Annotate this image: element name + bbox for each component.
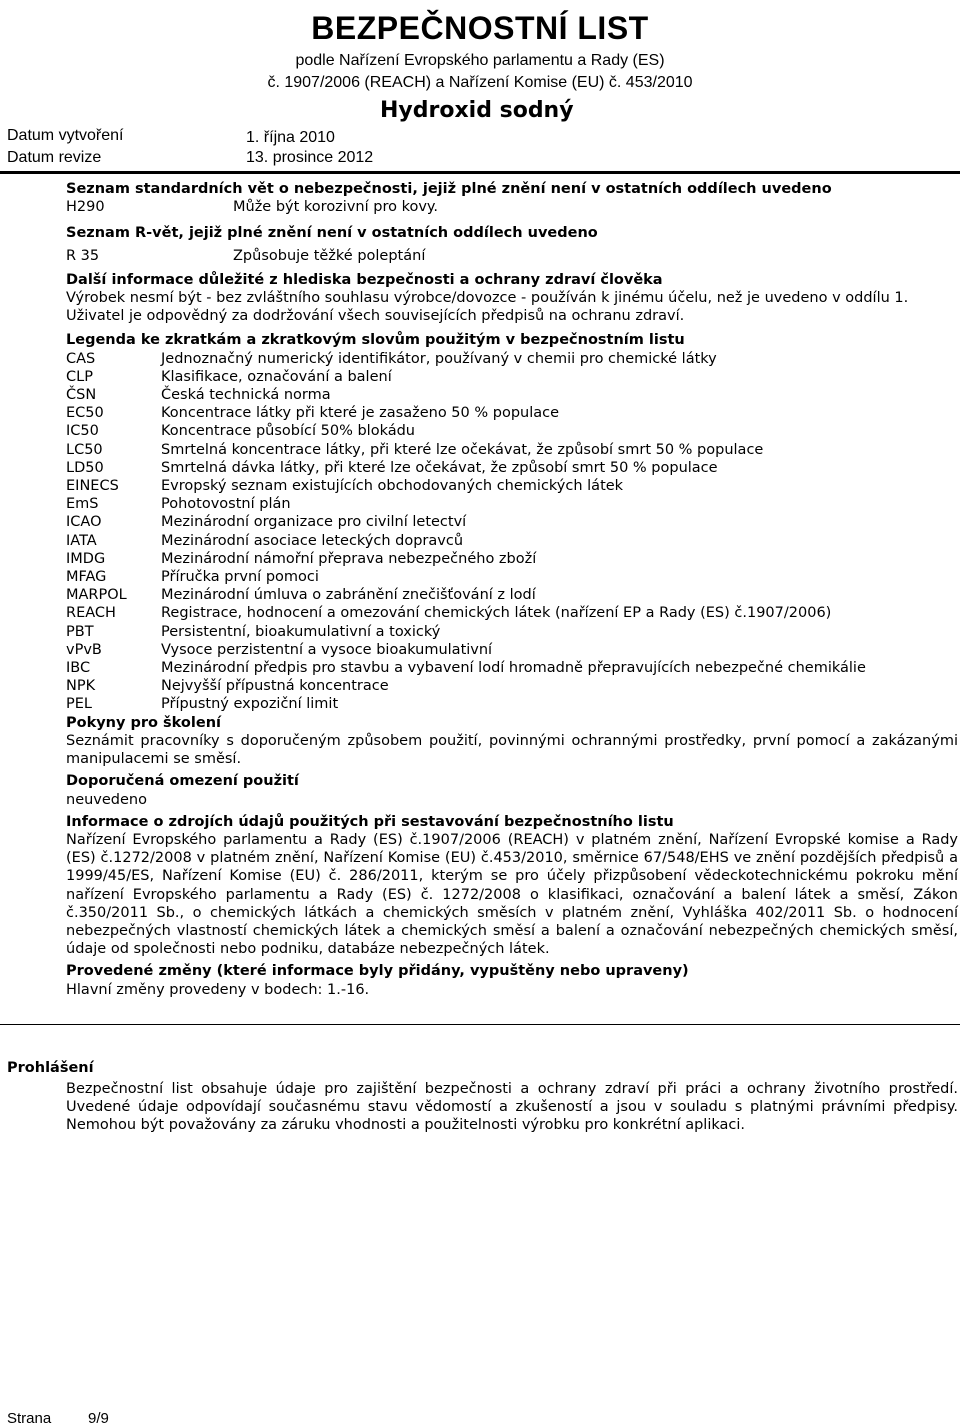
section-divider <box>0 1024 960 1025</box>
legend-row <box>66 350 958 368</box>
sources-text: Nařízení Evropského parlamentu a Rady (ES) č.1907/2006 (REACH) v platném znění, Nařízení Evropské komise a Rady (ES) č.1272/2008 v platném znění, Nařízení Komise (EU) č.453/2010, směrnice 67/548/EHS ve znění pozdějších předpisů a 1999/45/ES, Nařízení Komise (EU) č. 286/2011, kterým se pro účely přizpůsobení vědeckotechnickému pokroku mění nařízení Evropského parlamentu a Rady (ES) č. 1272/2008 o klasifikaci, označování a balení látek a směsí, Zákon č.350/2011 Sb., o chemických látkách a chemických směsích v platném znění, Vyhláška 402/2011 Sb. o hodnocení nebezpečných vlastností chemických látek a chemických směsí a balení a označování nebezpečných chemických směsí, údaje od společnosti nebo podniku, databáze nebezpečných látek. <box>66 831 958 958</box>
legend-row <box>66 695 958 713</box>
created-date-label: Datum vytvoření <box>7 127 124 144</box>
legend-meaning: Klasifikace, označování a balení <box>161 368 392 385</box>
h-statement-code: H290 <box>66 199 105 216</box>
regulation-line-2: č. 1907/2006 (REACH) a Nařízení Komise (EU) č. 453/2010 <box>267 74 693 91</box>
created-date-value: 1. října 2010 <box>246 129 335 146</box>
legend-row <box>66 659 958 677</box>
legend-row <box>66 586 958 604</box>
legend-meaning: Pohotovostní plán <box>161 496 291 513</box>
sources-heading: Informace o zdrojích údajů použitých při sestavování bezpečnostního listu <box>66 813 674 830</box>
legend-row <box>66 532 958 550</box>
legend-meaning: Registrace, hodnocení a omezování chemických látek (nařízení EP a Rady (ES) č.1907/2006) <box>161 605 832 622</box>
legend-abbreviation: IMDG <box>66 550 106 567</box>
legend-meaning: Koncentrace působící 50% blokádu <box>161 423 415 440</box>
legend-row <box>66 477 958 495</box>
legend-meaning: Přípustný expoziční limit <box>161 696 339 713</box>
legend-abbreviation: IBC <box>66 660 91 677</box>
page-label: Strana <box>7 1410 52 1427</box>
legend-abbreviation: CLP <box>66 368 93 385</box>
legend-abbreviation: ČSN <box>66 387 97 404</box>
legend-meaning: Persistentní, bioakumulativní a toxický <box>161 623 441 640</box>
restrictions-heading: Doporučená omezení použití <box>66 773 299 790</box>
legend-meaning: Mezinárodní organizace pro civilní letectví <box>161 514 467 531</box>
legend-abbreviation: EmS <box>66 496 99 513</box>
main-content <box>66 180 958 999</box>
h-statement-row <box>66 198 958 216</box>
r-phrases-heading: Seznam R-vět, jejiž plné znění není v ostatních oddílech uvedeno <box>66 225 598 242</box>
declaration-heading: Prohlášení <box>7 1060 94 1076</box>
legend-row <box>66 386 958 404</box>
legend-meaning: Vysoce perzistentní a vysoce bioakumulativní <box>161 641 493 658</box>
legend-row <box>66 459 958 477</box>
legend-abbreviation: MARPOL <box>66 587 127 604</box>
declaration-text: Bezpečnostní list obsahuje údaje pro zajištění bezpečnosti a ochrany zdraví při práci a ochrany životního prostředí. Uvedené údaje odpovídají současnému stavu vědomostí a zkušeností a jsou v souladu s platnými právními předpisy. Nemohou být považovány za záruku vhodnosti a použitelnosti výrobku pro konkrétní aplikaci. <box>66 1081 958 1134</box>
legend-abbreviation: ICAO <box>66 514 102 531</box>
legend-row <box>66 604 958 622</box>
legend-row <box>66 441 958 459</box>
legend-meaning: Nejvyšší přípustná koncentrace <box>161 678 389 695</box>
restrictions-text: neuvedeno <box>66 791 147 808</box>
other-info-text: Výrobek nesmí být - bez zvláštního souhlasu výrobce/dovozce - používán k jinému účelu, než je uvedeno v oddílu 1. Uživatel je odpovědný za dodržování všech souvisejících předpisů na ochranu zdraví. <box>66 290 909 325</box>
legend-list <box>66 350 958 714</box>
legend-row <box>66 513 958 531</box>
legend-row <box>66 677 958 695</box>
legend-row <box>66 404 958 422</box>
legend-meaning: Mezinárodní námořní přeprava nebezpečného zboží <box>161 550 537 567</box>
revision-date-value: 13. prosince 2012 <box>246 149 374 166</box>
legend-row <box>66 641 958 659</box>
h-statements-heading: Seznam standardních vět o nebezpečnosti, jejiž plné znění není v ostatních oddílech uvedeno <box>66 181 832 197</box>
h-statement-text: Může být korozivní pro kovy. <box>233 199 439 216</box>
other-info-heading: Další informace důležité z hlediska bezpečnosti a ochrany zdraví člověka <box>66 271 663 288</box>
training-heading: Pokyny pro školení <box>66 714 221 731</box>
legend-abbreviation: LD50 <box>66 459 104 476</box>
r-phrase-row <box>66 247 958 265</box>
legend-heading: Legenda ke zkratkám a zkratkovým slovům použitým v bezpečnostním listu <box>66 332 685 349</box>
legend-meaning: Koncentrace látky při které je zasaženo 50 % populace <box>161 405 560 422</box>
legend-abbreviation: IC50 <box>66 423 99 440</box>
changes-heading: Provedené změny (které informace byly přidány, vypuštěny nebo upraveny) <box>66 963 689 980</box>
revision-date-label: Datum revize <box>7 149 102 166</box>
header-divider <box>0 171 960 174</box>
legend-row <box>66 568 958 586</box>
legend-abbreviation: LC50 <box>66 441 103 458</box>
legend-row <box>66 422 958 440</box>
legend-abbreviation: CAS <box>66 350 96 367</box>
legend-abbreviation: MFAG <box>66 569 107 586</box>
r-phrase-text: Způsobuje těžké poleptání <box>233 247 426 264</box>
r-phrase-code: R 35 <box>66 247 100 264</box>
legend-abbreviation: PBT <box>66 623 94 640</box>
training-text: Seznámit pracovníky s doporučeným způsobem použití, povinnými ochrannými prostředky, první pomocí a zakázanými manipulacemi se směsí. <box>66 732 958 768</box>
legend-row <box>66 495 958 513</box>
legend-row <box>66 623 958 641</box>
legend-abbreviation: PEL <box>66 696 92 713</box>
document-title: BEZPEČNOSTNÍ LIST <box>311 10 649 46</box>
legend-meaning: Jednoznačný numerický identifikátor, používaný v chemii pro chemické látky <box>161 350 717 367</box>
legend-abbreviation: IATA <box>66 532 97 549</box>
legend-meaning: Evropský seznam existujících obchodovaných chemických látek <box>161 478 624 495</box>
legend-abbreviation: EC50 <box>66 405 104 422</box>
changes-text: Hlavní změny provedeny v bodech: 1.-16. <box>66 981 370 998</box>
legend-meaning: Mezinárodní úmluva o zabránění znečišťování z lodí <box>161 587 536 604</box>
legend-meaning: Smrtelná dávka látky, při které lze očekávat, že způsobí smrt 50 % populace <box>161 459 718 476</box>
page-number: 9/9 <box>88 1410 109 1427</box>
legend-meaning: Česká technická norma <box>161 387 331 404</box>
legend-row <box>66 550 958 568</box>
legend-meaning: Smrtelná koncentrace látky, při které lze očekávat, že způsobí smrt 50 % populace <box>161 441 764 458</box>
product-name: Hydroxid sodný <box>380 98 574 123</box>
legend-row <box>66 368 958 386</box>
legend-meaning: Příručka první pomoci <box>161 569 319 586</box>
legend-abbreviation: EINECS <box>66 478 119 495</box>
regulation-line-1: podle Nařízení Evropského parlamentu a Rady (ES) <box>295 52 665 69</box>
legend-abbreviation: vPvB <box>66 641 102 658</box>
legend-meaning: Mezinárodní předpis pro stavbu a vybavení lodí hromadně přepravujících nebezpečné chemikálie <box>161 660 866 677</box>
legend-abbreviation: NPK <box>66 678 96 695</box>
legend-meaning: Mezinárodní asociace leteckých dopravců <box>161 532 464 549</box>
legend-abbreviation: REACH <box>66 605 116 622</box>
